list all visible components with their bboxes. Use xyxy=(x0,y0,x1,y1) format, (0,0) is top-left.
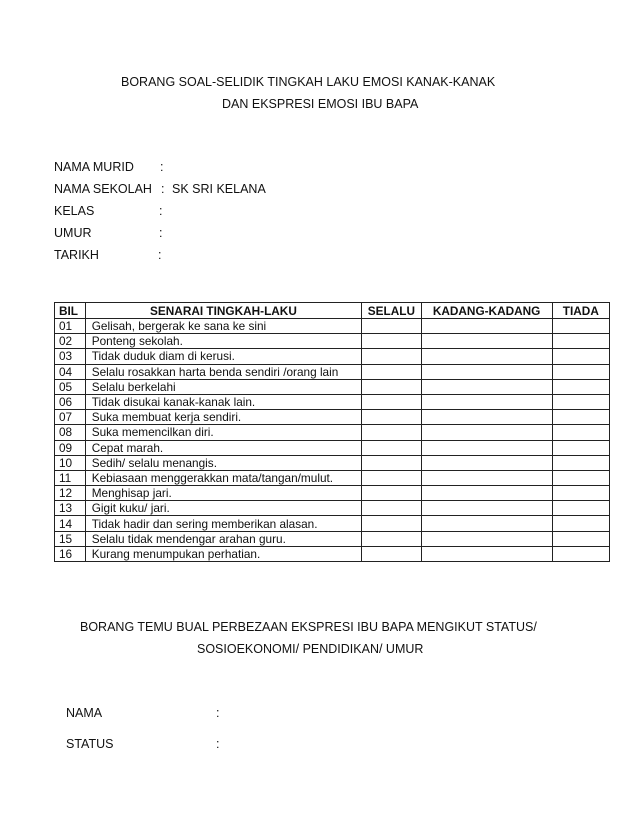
row-bil: 16 xyxy=(55,546,86,561)
table-row xyxy=(55,364,610,379)
cell-selalu[interactable] xyxy=(362,349,421,364)
row-desc: Selalu rosakkan harta benda sendiri /orang lain xyxy=(85,364,361,379)
field-label: STATUS xyxy=(66,737,114,751)
header-selalu: SELALU xyxy=(362,303,421,319)
row-bil: 13 xyxy=(55,501,86,516)
row-bil: 03 xyxy=(55,349,86,364)
row-bil: 11 xyxy=(55,470,86,485)
field-umur xyxy=(54,226,454,246)
cell-selalu[interactable] xyxy=(362,319,421,334)
table-row xyxy=(55,531,610,546)
row-desc: Gigit kuku/ jari. xyxy=(85,501,361,516)
cell-kadang-kadang[interactable] xyxy=(421,516,552,531)
cell-kadang-kadang[interactable] xyxy=(421,455,552,470)
field-value[interactable]: SK SRI KELANA xyxy=(172,182,266,196)
cell-kadang-kadang[interactable] xyxy=(421,546,552,561)
field-label: NAMA xyxy=(66,706,103,720)
cell-selalu[interactable] xyxy=(362,501,421,516)
row-bil: 01 xyxy=(55,319,86,334)
cell-kadang-kadang[interactable] xyxy=(421,501,552,516)
row-desc: Suka membuat kerja sendiri. xyxy=(85,410,361,425)
row-bil: 08 xyxy=(55,425,86,440)
cell-selalu[interactable] xyxy=(362,379,421,394)
cell-selalu[interactable] xyxy=(362,455,421,470)
row-desc: Cepat marah. xyxy=(85,440,361,455)
cell-tiada[interactable] xyxy=(552,319,609,334)
cell-tiada[interactable] xyxy=(552,394,609,409)
row-desc: Kurang menumpukan perhatian. xyxy=(85,546,361,561)
field-colon: : xyxy=(160,160,164,174)
field-label: NAMA MURID xyxy=(54,160,134,174)
table-row xyxy=(55,394,610,409)
field-colon: : xyxy=(159,226,163,240)
cell-kadang-kadang[interactable] xyxy=(421,319,552,334)
cell-tiada[interactable] xyxy=(552,486,609,501)
cell-selalu[interactable] xyxy=(362,531,421,546)
field-nama-sekolah xyxy=(54,182,454,202)
cell-tiada[interactable] xyxy=(552,334,609,349)
form1-title-line2: DAN EKSPRESI EMOSI IBU BAPA xyxy=(222,97,419,111)
field-label: NAMA SEKOLAH xyxy=(54,182,152,196)
cell-kadang-kadang[interactable] xyxy=(421,379,552,394)
table-row xyxy=(55,319,610,334)
field-nama-murid xyxy=(54,160,454,180)
field-label: KELAS xyxy=(54,204,95,218)
cell-kadang-kadang[interactable] xyxy=(421,486,552,501)
row-bil: 04 xyxy=(55,364,86,379)
form1-title-line1: BORANG SOAL-SELIDIK TINGKAH LAKU EMOSI KANAK-KANAK xyxy=(121,75,496,89)
table-row xyxy=(55,546,610,561)
table-row xyxy=(55,410,610,425)
form2-title-line1: BORANG TEMU BUAL PERBEZAAN EKSPRESI IBU BAPA MENGIKUT STATUS/ xyxy=(80,620,537,634)
row-bil: 07 xyxy=(55,410,86,425)
cell-kadang-kadang[interactable] xyxy=(421,334,552,349)
row-bil: 05 xyxy=(55,379,86,394)
table-row xyxy=(55,334,610,349)
cell-selalu[interactable] xyxy=(362,334,421,349)
field-colon: : xyxy=(216,737,220,751)
table-row xyxy=(55,470,610,485)
table-row xyxy=(55,440,610,455)
cell-selalu[interactable] xyxy=(362,516,421,531)
field-nama xyxy=(66,706,366,726)
cell-selalu[interactable] xyxy=(362,364,421,379)
field-kelas xyxy=(54,204,454,224)
row-desc: Tidak hadir dan sering memberikan alasan. xyxy=(85,516,361,531)
cell-tiada[interactable] xyxy=(552,501,609,516)
cell-kadang-kadang[interactable] xyxy=(421,470,552,485)
row-desc: Selalu tidak mendengar arahan guru. xyxy=(85,531,361,546)
cell-selalu[interactable] xyxy=(362,440,421,455)
cell-selalu[interactable] xyxy=(362,470,421,485)
row-bil: 10 xyxy=(55,455,86,470)
header-kadang-kadang: KADANG-KADANG xyxy=(421,303,552,319)
row-bil: 14 xyxy=(55,516,86,531)
cell-kadang-kadang[interactable] xyxy=(421,531,552,546)
table-row xyxy=(55,349,610,364)
table-row xyxy=(55,379,610,394)
table-row xyxy=(55,501,610,516)
row-desc: Tidak disukai kanak-kanak lain. xyxy=(85,394,361,409)
table-row xyxy=(55,425,610,440)
row-desc: Sedih/ selalu menangis. xyxy=(85,455,361,470)
form2-title-line2: SOSIOEKONOMI/ PENDIDIKAN/ UMUR xyxy=(197,642,424,656)
table-row xyxy=(55,516,610,531)
row-bil: 02 xyxy=(55,334,86,349)
table-row xyxy=(55,455,610,470)
field-status xyxy=(66,737,366,757)
row-desc: Selalu berkelahi xyxy=(85,379,361,394)
behaviour-table xyxy=(54,302,610,562)
cell-kadang-kadang[interactable] xyxy=(421,440,552,455)
table-header-row xyxy=(55,303,610,319)
header-senarai: SENARAI TINGKAH-LAKU xyxy=(85,303,361,319)
field-colon: : xyxy=(161,182,165,196)
row-bil: 15 xyxy=(55,531,86,546)
field-tarikh xyxy=(54,248,454,268)
field-label: TARIKH xyxy=(54,248,99,262)
field-label: UMUR xyxy=(54,226,92,240)
cell-kadang-kadang[interactable] xyxy=(421,410,552,425)
cell-selalu[interactable] xyxy=(362,410,421,425)
row-bil: 09 xyxy=(55,440,86,455)
table-row xyxy=(55,486,610,501)
cell-tiada[interactable] xyxy=(552,546,609,561)
field-colon: : xyxy=(158,248,162,262)
row-desc: Kebiasaan menggerakkan mata/tangan/mulut. xyxy=(85,470,361,485)
cell-kadang-kadang[interactable] xyxy=(421,425,552,440)
cell-tiada[interactable] xyxy=(552,470,609,485)
cell-tiada[interactable] xyxy=(552,379,609,394)
header-bil: BIL xyxy=(55,303,86,319)
cell-selalu[interactable] xyxy=(362,394,421,409)
row-bil: 06 xyxy=(55,394,86,409)
cell-tiada[interactable] xyxy=(552,440,609,455)
cell-tiada[interactable] xyxy=(552,364,609,379)
cell-kadang-kadang[interactable] xyxy=(421,349,552,364)
row-desc: Ponteng sekolah. xyxy=(85,334,361,349)
row-desc: Tidak duduk diam di kerusi. xyxy=(85,349,361,364)
cell-tiada[interactable] xyxy=(552,455,609,470)
row-desc: Suka memencilkan diri. xyxy=(85,425,361,440)
cell-kadang-kadang[interactable] xyxy=(421,364,552,379)
cell-selalu[interactable] xyxy=(362,546,421,561)
cell-kadang-kadang[interactable] xyxy=(421,394,552,409)
cell-selalu[interactable] xyxy=(362,425,421,440)
cell-tiada[interactable] xyxy=(552,425,609,440)
cell-tiada[interactable] xyxy=(552,516,609,531)
field-colon: : xyxy=(159,204,163,218)
row-desc: Menghisap jari. xyxy=(85,486,361,501)
cell-tiada[interactable] xyxy=(552,410,609,425)
header-tiada: TIADA xyxy=(552,303,609,319)
cell-tiada[interactable] xyxy=(552,349,609,364)
field-colon: : xyxy=(216,706,220,720)
cell-selalu[interactable] xyxy=(362,486,421,501)
cell-tiada[interactable] xyxy=(552,531,609,546)
row-bil: 12 xyxy=(55,486,86,501)
row-desc: Gelisah, bergerak ke sana ke sini xyxy=(85,319,361,334)
